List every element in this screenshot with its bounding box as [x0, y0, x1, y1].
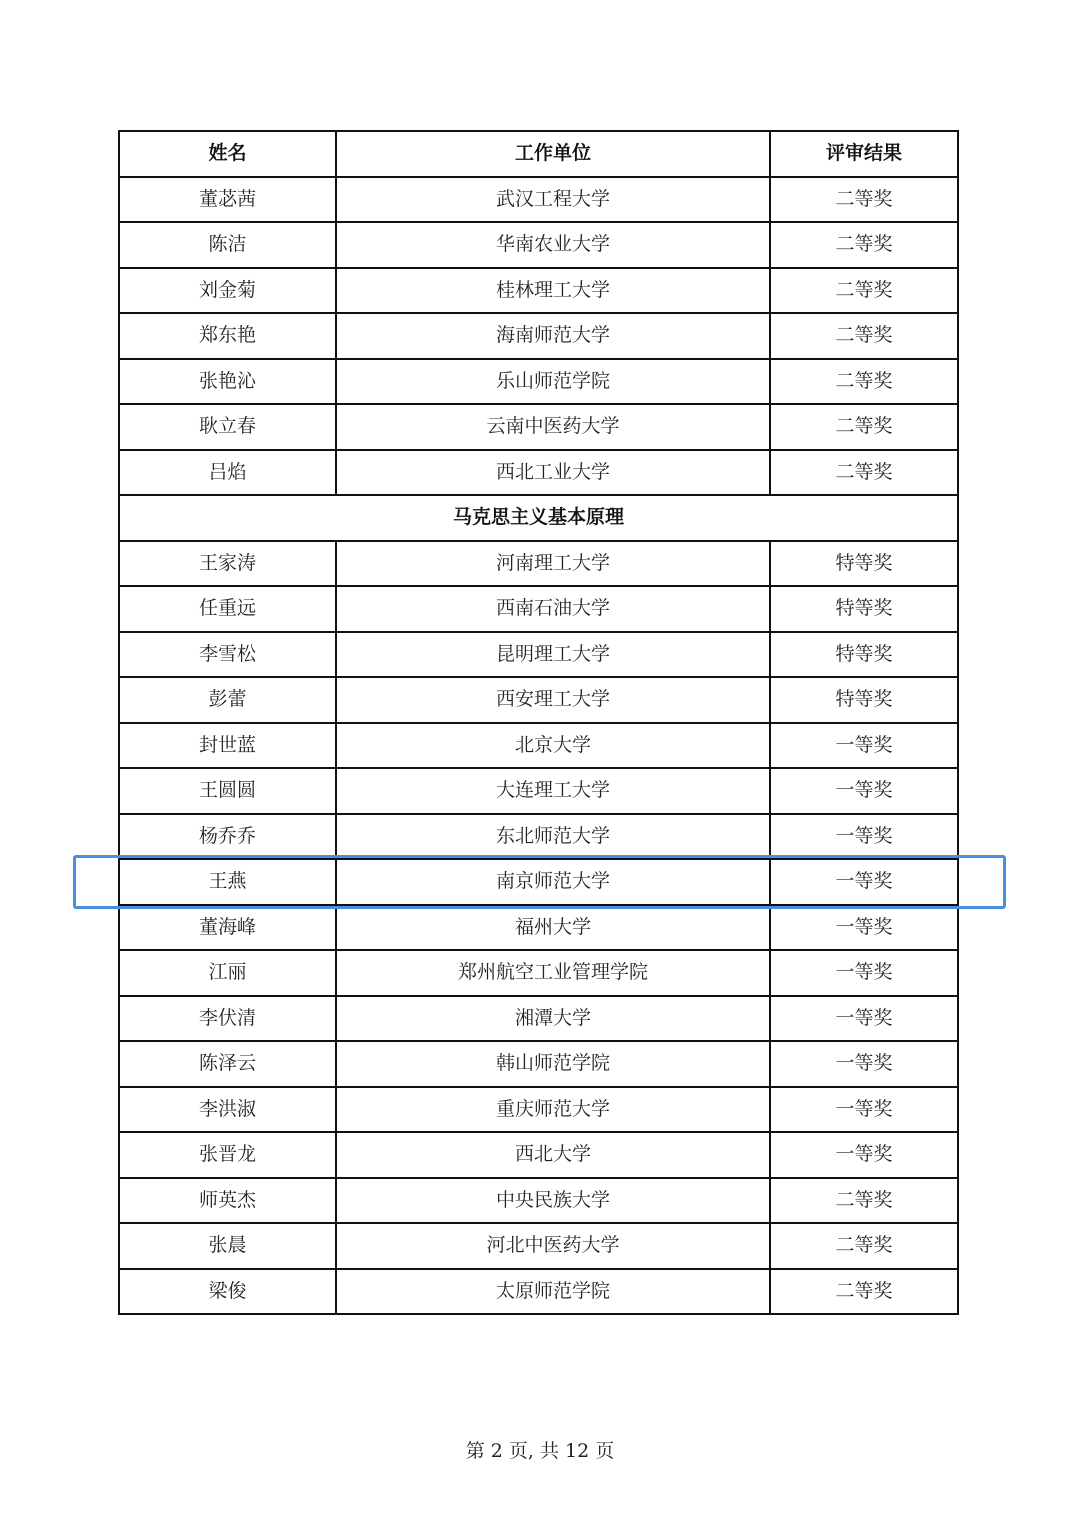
- cell-result: 二等奖: [770, 404, 958, 450]
- cell-unit: 西南石油大学: [336, 586, 770, 632]
- cell-unit: 海南师范大学: [336, 313, 770, 359]
- cell-name: 董海峰: [119, 905, 336, 951]
- cell-name: 陈洁: [119, 222, 336, 268]
- table-row: [119, 996, 958, 1042]
- cell-name: 耿立春: [119, 404, 336, 450]
- table-row: [119, 859, 958, 905]
- cell-unit: 西安理工大学: [336, 677, 770, 723]
- cell-result: 一等奖: [770, 1132, 958, 1178]
- cell-name: 张晋龙: [119, 1132, 336, 1178]
- cell-name: 王圆圆: [119, 768, 336, 814]
- cell-unit: 河北中医药大学: [336, 1223, 770, 1269]
- table-row: [119, 1087, 958, 1133]
- cell-result: 一等奖: [770, 996, 958, 1042]
- cell-name: 梁俊: [119, 1269, 336, 1315]
- cell-name: 师英杰: [119, 1178, 336, 1224]
- award-results-table: [118, 130, 959, 1315]
- cell-unit: 桂林理工大学: [336, 268, 770, 314]
- cell-result: 二等奖: [770, 313, 958, 359]
- cell-unit: 华南农业大学: [336, 222, 770, 268]
- table-row: [119, 177, 958, 223]
- table-body-bottom: [119, 541, 958, 1315]
- cell-name: 李洪淑: [119, 1087, 336, 1133]
- cell-unit: 大连理工大学: [336, 768, 770, 814]
- cell-result: 二等奖: [770, 222, 958, 268]
- cell-unit: 北京大学: [336, 723, 770, 769]
- cell-unit: 南京师范大学: [336, 859, 770, 905]
- table-row: [119, 1041, 958, 1087]
- cell-name: 彭蕾: [119, 677, 336, 723]
- table-row: [119, 586, 958, 632]
- cell-result: 二等奖: [770, 1178, 958, 1224]
- cell-unit: 西北大学: [336, 1132, 770, 1178]
- cell-result: 特等奖: [770, 586, 958, 632]
- cell-name: 张晨: [119, 1223, 336, 1269]
- cell-name: 杨乔乔: [119, 814, 336, 860]
- cell-result: 一等奖: [770, 950, 958, 996]
- table-row: [119, 1223, 958, 1269]
- table-row: [119, 404, 958, 450]
- cell-name: 李雪松: [119, 632, 336, 678]
- cell-unit: 云南中医药大学: [336, 404, 770, 450]
- cell-unit: 昆明理工大学: [336, 632, 770, 678]
- cell-unit: 太原师范学院: [336, 1269, 770, 1315]
- cell-name: 刘金菊: [119, 268, 336, 314]
- table-row: [119, 814, 958, 860]
- cell-name: 任重远: [119, 586, 336, 632]
- cell-result: 二等奖: [770, 1223, 958, 1269]
- cell-unit: 武汉工程大学: [336, 177, 770, 223]
- header-name: 姓名: [119, 131, 336, 177]
- cell-unit: 中央民族大学: [336, 1178, 770, 1224]
- cell-name: 王燕: [119, 859, 336, 905]
- cell-unit: 韩山师范学院: [336, 1041, 770, 1087]
- table-row: [119, 1132, 958, 1178]
- cell-name: 陈泽云: [119, 1041, 336, 1087]
- cell-name: 王家涛: [119, 541, 336, 587]
- table-row: [119, 450, 958, 496]
- table-row: [119, 1269, 958, 1315]
- cell-unit: 湘潭大学: [336, 996, 770, 1042]
- cell-unit: 福州大学: [336, 905, 770, 951]
- cell-result: 二等奖: [770, 1269, 958, 1315]
- cell-name: 李伏清: [119, 996, 336, 1042]
- cell-result: 二等奖: [770, 177, 958, 223]
- section-row: [119, 495, 958, 541]
- table-row: [119, 1178, 958, 1224]
- cell-name: 封世蓝: [119, 723, 336, 769]
- cell-result: 一等奖: [770, 723, 958, 769]
- cell-result: 一等奖: [770, 905, 958, 951]
- cell-result: 特等奖: [770, 677, 958, 723]
- cell-unit: 东北师范大学: [336, 814, 770, 860]
- cell-unit: 郑州航空工业管理学院: [336, 950, 770, 996]
- table-header-row: [119, 131, 958, 177]
- cell-name: 张艳沁: [119, 359, 336, 405]
- cell-result: 一等奖: [770, 859, 958, 905]
- table-row: [119, 313, 958, 359]
- page-footer: [0, 1436, 1080, 1463]
- cell-name: 董苾茜: [119, 177, 336, 223]
- cell-unit: 重庆师范大学: [336, 1087, 770, 1133]
- table-row: [119, 222, 958, 268]
- cell-unit: 西北工业大学: [336, 450, 770, 496]
- page-number-text: 第 2 页, 共 12 页: [465, 1440, 615, 1462]
- cell-result: 特等奖: [770, 541, 958, 587]
- table-section: [119, 495, 958, 541]
- table-row: [119, 723, 958, 769]
- cell-result: 二等奖: [770, 268, 958, 314]
- cell-result: 二等奖: [770, 450, 958, 496]
- header-unit: 工作单位: [336, 131, 770, 177]
- table-row: [119, 950, 958, 996]
- table-row: [119, 359, 958, 405]
- table-body-top: [119, 177, 958, 496]
- header-result: 评审结果: [770, 131, 958, 177]
- cell-result: 二等奖: [770, 359, 958, 405]
- table-row: [119, 677, 958, 723]
- cell-name: 郑东艳: [119, 313, 336, 359]
- cell-result: 一等奖: [770, 814, 958, 860]
- section-title: 马克思主义基本原理: [119, 495, 958, 541]
- table-row: [119, 768, 958, 814]
- table-row: [119, 632, 958, 678]
- cell-name: 江丽: [119, 950, 336, 996]
- table-row: [119, 905, 958, 951]
- cell-result: 一等奖: [770, 1087, 958, 1133]
- cell-result: 一等奖: [770, 1041, 958, 1087]
- cell-unit: 乐山师范学院: [336, 359, 770, 405]
- table-row: [119, 268, 958, 314]
- cell-unit: 河南理工大学: [336, 541, 770, 587]
- cell-result: 一等奖: [770, 768, 958, 814]
- table-row: [119, 541, 958, 587]
- cell-name: 吕焰: [119, 450, 336, 496]
- cell-result: 特等奖: [770, 632, 958, 678]
